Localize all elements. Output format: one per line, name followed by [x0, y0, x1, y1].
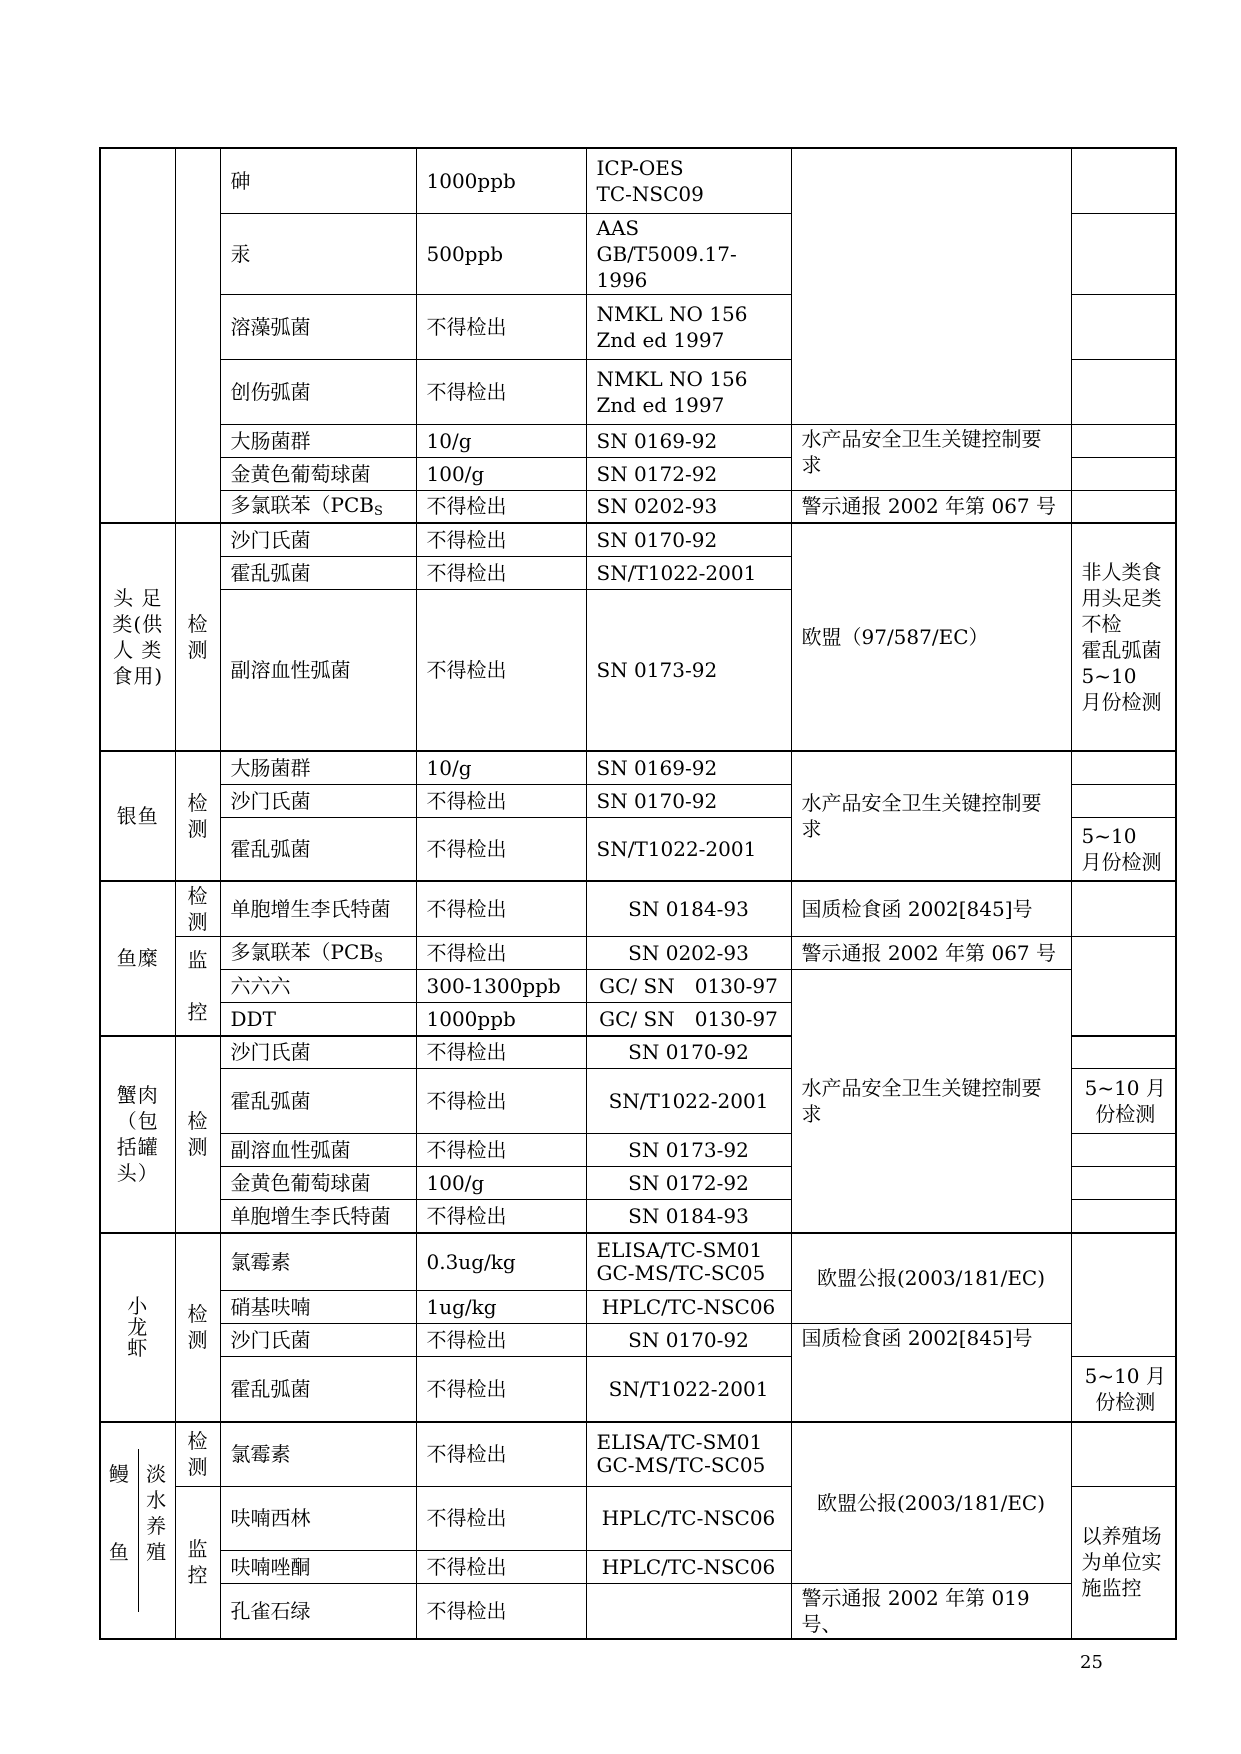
- note-cell: 5~10 月份检测: [1071, 1357, 1176, 1422]
- note-cell: [1071, 1167, 1176, 1200]
- method-cell: SN/T1022-2001: [586, 1357, 791, 1422]
- table-row: [100, 751, 1176, 784]
- limit-cell: 500ppb: [416, 213, 586, 294]
- item-cell: 金黄色葡萄球菌: [220, 457, 416, 490]
- item-cell: 副溶血性弧菌: [220, 589, 416, 751]
- table-row: [100, 1422, 1176, 1487]
- method-cell: AAS GB/T5009.17-1996: [586, 213, 791, 294]
- page-number: 25: [1080, 1652, 1103, 1673]
- item-cell: 多氯联苯（$PCB_S$: [220, 490, 416, 523]
- limit-cell: 不得检出: [416, 937, 586, 970]
- basis-cell: [791, 148, 1071, 424]
- item-cell: 多氯联苯（$PCB_S$: [220, 937, 416, 970]
- note-cell: [1071, 294, 1176, 359]
- method-cell: ELISA/TC-SM01 GC-MS/TC-SC05: [586, 1233, 791, 1291]
- item-cell: 砷: [220, 148, 416, 213]
- note-cell: [1071, 1422, 1176, 1487]
- limit-cell: 不得检出: [416, 1036, 586, 1069]
- item-cell: 呋喃西林: [220, 1487, 416, 1551]
- item-cell: 沙门氏菌: [220, 784, 416, 817]
- basis-cell: 警示通报 2002 年第 019 号、: [791, 1583, 1071, 1639]
- table-row: [100, 523, 1176, 556]
- limit-cell: 不得检出: [416, 1134, 586, 1167]
- action-cell: 检 测: [175, 751, 220, 881]
- note-cell: 以养殖场为单位实施监控: [1071, 1487, 1176, 1639]
- item-cell: 金黄色葡萄球菌: [220, 1167, 416, 1200]
- method-cell: HPLC/TC-NSC06: [586, 1550, 791, 1583]
- basis-cell: 警示通报 2002 年第 067 号: [791, 937, 1071, 970]
- item-cell: 沙门氏菌: [220, 1036, 416, 1069]
- item-cell: 大肠菌群: [220, 424, 416, 457]
- note-cell: [1071, 213, 1176, 294]
- basis-cell: 欧盟公报(2003/181/EC): [791, 1422, 1071, 1584]
- basis-cell: 国质检食函 2002[845]号: [791, 881, 1071, 937]
- action-cell: 检 测: [175, 1422, 220, 1487]
- method-cell: ELISA/TC-SM01 GC-MS/TC-SC05: [586, 1422, 791, 1487]
- limit-cell: 10/g: [416, 424, 586, 457]
- limit-cell: 不得检出: [416, 1200, 586, 1233]
- table-row: [100, 148, 1176, 213]
- basis-cell: 国质检食函 2002[845]号: [791, 1324, 1071, 1422]
- item-cell: 副溶血性弧菌: [220, 1134, 416, 1167]
- limit-cell: 不得检出: [416, 881, 586, 937]
- method-cell: SN 0202-93: [586, 937, 791, 970]
- method-cell: SN 0170-92: [586, 1324, 791, 1357]
- limit-cell: 不得检出: [416, 1487, 586, 1551]
- category-cell: 银鱼: [100, 751, 175, 881]
- category-cell: 头 足 类(供 人 类 食用): [100, 523, 175, 751]
- method-cell: SN 0202-93: [586, 490, 791, 523]
- category-main: 鳗 鱼: [101, 1449, 138, 1612]
- item-cell: 沙门氏菌: [220, 523, 416, 556]
- method-cell: SN 0184-93: [586, 1200, 791, 1233]
- method-cell: SN 0170-92: [586, 784, 791, 817]
- standards-table: [99, 147, 1177, 1640]
- item-cell: 霍乱弧菌: [220, 1357, 416, 1422]
- table-row: [100, 424, 1176, 457]
- basis-cell: 欧盟（97/587/EC）: [791, 523, 1071, 751]
- method-cell: [586, 1583, 791, 1639]
- item-cell: 硝基呋喃: [220, 1291, 416, 1324]
- method-cell: HPLC/TC-NSC06: [586, 1291, 791, 1324]
- item-cell: 氯霉素: [220, 1233, 416, 1291]
- limit-cell: 10/g: [416, 751, 586, 784]
- method-cell: SN/T1022-2001: [586, 817, 791, 881]
- method-cell: SN 0169-92: [586, 751, 791, 784]
- note-cell: [1071, 784, 1176, 817]
- limit-cell: 不得检出: [416, 523, 586, 556]
- item-cell: 单胞增生李氏特菌: [220, 1200, 416, 1233]
- limit-cell: 不得检出: [416, 817, 586, 881]
- category-cell: [100, 148, 175, 523]
- method-cell: SN 0172-92: [586, 1167, 791, 1200]
- limit-cell: 不得检出: [416, 1550, 586, 1583]
- action-cell: 检 测: [175, 1036, 220, 1233]
- limit-cell: 不得检出: [416, 1069, 586, 1134]
- method-cell: SN 0173-92: [586, 589, 791, 751]
- note-cell: [1071, 1134, 1176, 1167]
- action-cell: 检 测: [175, 1233, 220, 1422]
- table-row: [100, 881, 1176, 937]
- table-row: [100, 1233, 1176, 1291]
- limit-cell: 不得检出: [416, 784, 586, 817]
- limit-cell: 不得检出: [416, 1583, 586, 1639]
- item-cell: 孔雀石绿: [220, 1583, 416, 1639]
- note-cell: [1071, 148, 1176, 213]
- method-cell: GC/ SN 0130-97: [586, 1003, 791, 1036]
- category-cell: 小 龙 虾: [100, 1233, 175, 1422]
- limit-cell: 不得检出: [416, 1422, 586, 1487]
- item-cell: 溶藻弧菌: [220, 294, 416, 359]
- note-cell: [1071, 457, 1176, 490]
- method-cell: SN 0169-92: [586, 424, 791, 457]
- note-cell: [1071, 490, 1176, 523]
- action-cell: 监 控: [175, 937, 220, 1036]
- note-cell: [1071, 1200, 1176, 1233]
- item-cell: 霍乱弧菌: [220, 1069, 416, 1134]
- item-cell: DDT: [220, 1003, 416, 1036]
- table-row: [100, 1583, 1176, 1639]
- item-cell: 单胞增生李氏特菌: [220, 881, 416, 937]
- item-cell: 汞: [220, 213, 416, 294]
- limit-cell: 不得检出: [416, 556, 586, 589]
- note-cell: [1071, 359, 1176, 424]
- category-cell: 蟹肉 （包 括罐 头）: [100, 1036, 175, 1233]
- method-cell: NMKL NO 156 Znd ed 1997: [586, 359, 791, 424]
- item-cell: 霍乱弧菌: [220, 556, 416, 589]
- limit-cell: 不得检出: [416, 1357, 586, 1422]
- note-cell: 5~10 月份检测: [1071, 1069, 1176, 1134]
- limit-cell: 1ug/kg: [416, 1291, 586, 1324]
- basis-cell: 警示通报 2002 年第 067 号: [791, 490, 1071, 523]
- method-cell: SN/T1022-2001: [586, 556, 791, 589]
- basis-cell: 欧盟公报(2003/181/EC): [791, 1233, 1071, 1324]
- item-cell: 创伤弧菌: [220, 359, 416, 424]
- table-row: [100, 970, 1176, 1003]
- limit-cell: 0.3ug/kg: [416, 1233, 586, 1291]
- method-cell: SN 0173-92: [586, 1134, 791, 1167]
- method-cell: HPLC/TC-NSC06: [586, 1487, 791, 1551]
- item-cell: 氯霉素: [220, 1422, 416, 1487]
- note-cell: [1071, 1233, 1176, 1357]
- note-cell: [1071, 881, 1176, 937]
- method-cell: SN 0184-93: [586, 881, 791, 937]
- item-cell: 大肠菌群: [220, 751, 416, 784]
- category-cell: 鱼糜: [100, 881, 175, 1036]
- item-cell: 呋喃唑酮: [220, 1550, 416, 1583]
- note-cell: [1071, 1036, 1176, 1069]
- table-row: [100, 490, 1176, 523]
- action-cell: 监 控: [175, 1487, 220, 1639]
- item-cell: 六六六: [220, 970, 416, 1003]
- limit-cell: 1000ppb: [416, 148, 586, 213]
- limit-cell: 不得检出: [416, 1324, 586, 1357]
- limit-cell: 不得检出: [416, 589, 586, 751]
- method-cell: NMKL NO 156 Znd ed 1997: [586, 294, 791, 359]
- action-cell: 检 测: [175, 881, 220, 937]
- item-cell: 霍乱弧菌: [220, 817, 416, 881]
- limit-cell: 不得检出: [416, 294, 586, 359]
- table-row: [100, 937, 1176, 970]
- basis-cell: 水产品安全卫生关键控制要求: [791, 751, 1071, 881]
- note-cell: [1071, 937, 1176, 1036]
- note-cell: [1071, 424, 1176, 457]
- action-cell: [175, 148, 220, 523]
- method-cell: SN 0170-92: [586, 523, 791, 556]
- method-cell: SN 0170-92: [586, 1036, 791, 1069]
- limit-cell: 不得检出: [416, 490, 586, 523]
- note-cell: 5~10 月份检测: [1071, 817, 1176, 881]
- action-cell: 检 测: [175, 523, 220, 751]
- method-cell: SN 0172-92: [586, 457, 791, 490]
- category-sub: 淡 水 养 殖: [146, 1461, 168, 1564]
- limit-cell: 不得检出: [416, 359, 586, 424]
- method-cell: ICP-OES TC-NSC09: [586, 148, 791, 213]
- limit-cell: 100/g: [416, 457, 586, 490]
- item-cell: 沙门氏菌: [220, 1324, 416, 1357]
- category-cell: [100, 1422, 175, 1639]
- note-cell: 非人类食用头足类不检 霍乱弧菌5~10 月份检测: [1071, 523, 1176, 751]
- basis-cell: 水产品安全卫生关键控制要求: [791, 970, 1071, 1233]
- category-split: [101, 1449, 175, 1612]
- limit-cell: 100/g: [416, 1167, 586, 1200]
- table-row: [100, 1324, 1176, 1357]
- method-cell: SN/T1022-2001: [586, 1069, 791, 1134]
- method-cell: GC/ SN 0130-97: [586, 970, 791, 1003]
- limit-cell: 1000ppb: [416, 1003, 586, 1036]
- basis-cell: 水产品安全卫生关键控制要求: [791, 424, 1071, 490]
- note-cell: [1071, 751, 1176, 784]
- limit-cell: 300-1300ppb: [416, 970, 586, 1003]
